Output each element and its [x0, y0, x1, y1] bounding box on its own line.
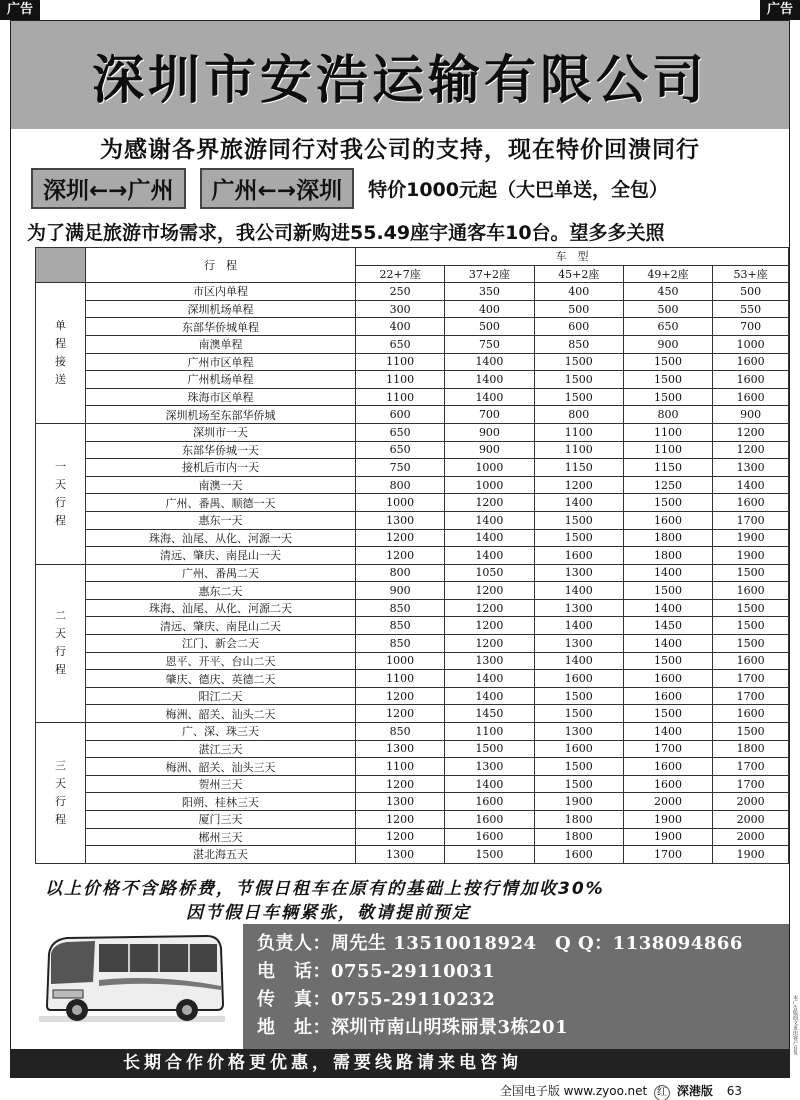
price-cell: 1100 [356, 758, 445, 776]
table-row [36, 476, 789, 494]
price-cell: 1000 [356, 652, 445, 670]
price-cell: 1200 [356, 687, 445, 705]
price-cell: 1700 [713, 775, 789, 793]
table-row [36, 687, 789, 705]
ad-tag-left: 广告 [0, 0, 40, 20]
price-cell: 1400 [534, 494, 623, 512]
table-row [36, 811, 789, 829]
category-cell [36, 564, 86, 722]
price-cell: 1200 [356, 775, 445, 793]
price-cell: 1500 [623, 353, 712, 371]
category-char: 三 [55, 758, 66, 772]
route-header: 行 程 [86, 248, 356, 283]
price-cell: 1400 [445, 670, 534, 688]
route-cell: 广州、番禺二天 [86, 564, 356, 582]
price-cell: 900 [445, 441, 534, 459]
price-cell: 1200 [713, 423, 789, 441]
phone-value: 0755-29110031 [331, 961, 496, 982]
price-cell: 1700 [713, 758, 789, 776]
holiday-note: 因节假日车辆紧张，敬请提前预定 [186, 903, 471, 923]
price-cell: 1400 [713, 476, 789, 494]
price-cell: 1500 [534, 758, 623, 776]
category-char: 行 [55, 495, 66, 509]
category-char: 二 [55, 609, 66, 623]
price-cell: 1150 [534, 459, 623, 477]
price-cell: 1500 [623, 705, 712, 723]
price-cell: 300 [356, 300, 445, 318]
price-cell: 650 [623, 318, 712, 336]
table-row [36, 705, 789, 723]
price-cell: 1300 [534, 564, 623, 582]
price-cell: 500 [623, 300, 712, 318]
table-row [36, 599, 789, 617]
price-cell: 1100 [445, 723, 534, 741]
table-row [36, 459, 789, 477]
price-cell: 850 [356, 635, 445, 653]
route-cell: 阳江二天 [86, 687, 356, 705]
route-cell: 清远、肇庆、南昆山二天 [86, 617, 356, 635]
table-row [36, 635, 789, 653]
price-cell: 650 [356, 335, 445, 353]
seat-type-header: 49+2座 [623, 265, 712, 283]
price-cell: 850 [356, 599, 445, 617]
route-cell: 广州市区单程 [86, 353, 356, 371]
table-row [36, 371, 789, 389]
price-cell: 1200 [534, 476, 623, 494]
price-cell: 1100 [356, 371, 445, 389]
price-cell: 1400 [534, 652, 623, 670]
phone-label: 电 话： [257, 961, 331, 982]
price-cell: 900 [713, 406, 789, 424]
category-cell [36, 723, 86, 864]
table-row [36, 617, 789, 635]
person-label: 负责人： [257, 933, 331, 954]
price-cell: 700 [445, 406, 534, 424]
price-cell: 1300 [356, 511, 445, 529]
route-cell: 东部华侨城一天 [86, 441, 356, 459]
route-cell: 深圳机场单程 [86, 300, 356, 318]
page-number: 63 [726, 1084, 742, 1098]
table-row [36, 723, 789, 741]
price-cell: 400 [445, 300, 534, 318]
route-cell: 梅洲、韶关、汕头三天 [86, 758, 356, 776]
fax-value: 0755-29110232 [331, 989, 496, 1010]
price-cell: 1500 [713, 564, 789, 582]
price-note: 以上价格不含路桥费，节假日租车在原有的基础上按行情加收30% [45, 879, 605, 899]
price-cell: 900 [356, 582, 445, 600]
table-row [36, 283, 789, 301]
category-char: 单 [55, 319, 66, 333]
price-cell: 1500 [623, 371, 712, 389]
price-cell: 850 [356, 723, 445, 741]
route-cell: 惠东一天 [86, 511, 356, 529]
price-cell: 1700 [623, 846, 712, 864]
bottom-slogan: 长期合作价格更优惠，需要线路请来电咨询 [11, 1049, 789, 1077]
price-cell: 1700 [713, 511, 789, 529]
company-banner [11, 21, 789, 129]
price-cell: 1200 [356, 828, 445, 846]
price-cell: 1400 [445, 353, 534, 371]
contact-phone [257, 958, 775, 986]
price-cell: 650 [356, 423, 445, 441]
vehicle-header: 车 型 [356, 248, 789, 266]
route-cell: 广州机场单程 [86, 371, 356, 389]
contact-panel [243, 924, 789, 1049]
header-blank [36, 248, 86, 283]
price-cell: 1600 [445, 793, 534, 811]
price-cell: 1600 [713, 371, 789, 389]
price-cell: 1800 [534, 811, 623, 829]
table-row [36, 758, 789, 776]
price-cell: 650 [356, 441, 445, 459]
thanks-headline: 为感谢各界旅游同行对我公司的支持，现在特价回溃同行 [100, 137, 700, 163]
price-cell: 1600 [713, 353, 789, 371]
price-cell: 1900 [534, 793, 623, 811]
price-cell: 1800 [713, 740, 789, 758]
price-cell: 1400 [623, 564, 712, 582]
route-cell: 贺州三天 [86, 775, 356, 793]
route-cell: 厦门三天 [86, 811, 356, 829]
table-row [36, 793, 789, 811]
price-cell: 1500 [623, 582, 712, 600]
price-cell: 1500 [623, 652, 712, 670]
price-cell: 1000 [713, 335, 789, 353]
new-bus-notice: 为了满足旅游市场需求，我公司新购进55.49座宇通客车10台。望多多关照 [27, 222, 665, 244]
table-row [36, 353, 789, 371]
table-row [36, 494, 789, 512]
table-row [36, 318, 789, 336]
side-credit: 本广告版面文责由客户自负 [792, 995, 798, 1055]
price-cell: 1500 [713, 599, 789, 617]
category-char: 送 [55, 373, 66, 387]
price-cell: 1500 [534, 371, 623, 389]
route-cell: 深圳机场至东部华侨城 [86, 406, 356, 424]
price-cell: 250 [356, 283, 445, 301]
price-cell: 1600 [713, 652, 789, 670]
price-cell: 500 [445, 318, 534, 336]
price-cell: 1400 [623, 599, 712, 617]
price-cell: 1600 [623, 670, 712, 688]
price-cell: 1600 [534, 846, 623, 864]
price-cell: 1600 [623, 758, 712, 776]
route-cell: 江门、新会二天 [86, 635, 356, 653]
price-cell: 1400 [623, 635, 712, 653]
price-cell: 1700 [713, 687, 789, 705]
price-cell: 900 [623, 335, 712, 353]
price-cell: 1500 [713, 723, 789, 741]
price-cell: 1600 [713, 388, 789, 406]
route-cell: 肇庆、德庆、英德二天 [86, 670, 356, 688]
price-cell: 1300 [356, 793, 445, 811]
bus-image [37, 924, 227, 1026]
price-cell: 1300 [713, 459, 789, 477]
person-value: 周先生 13510018924 Q Q：1138094866 [331, 933, 743, 954]
category-char: 程 [55, 812, 66, 826]
price-cell: 1300 [356, 740, 445, 758]
route-sz-gz: 深圳←→广州 [31, 168, 186, 209]
page-footer [500, 1082, 742, 1100]
price-cell: 1400 [445, 547, 534, 565]
price-cell: 1100 [623, 423, 712, 441]
price-cell: 1500 [534, 388, 623, 406]
price-cell: 1200 [445, 599, 534, 617]
price-cell: 1500 [534, 511, 623, 529]
price-cell: 1900 [623, 828, 712, 846]
footer-url[interactable]: www.zyoo.net [563, 1084, 648, 1098]
price-cell: 900 [445, 423, 534, 441]
contact-address [257, 1014, 775, 1042]
price-cell: 1300 [445, 758, 534, 776]
price-cell: 350 [445, 283, 534, 301]
price-cell: 1400 [445, 775, 534, 793]
price-cell: 1000 [356, 494, 445, 512]
price-cell: 1150 [623, 459, 712, 477]
table-row [36, 582, 789, 600]
route-cell: 接机后市内一天 [86, 459, 356, 477]
category-char: 天 [55, 627, 66, 641]
route-cell: 清远、肇庆、南昆山一天 [86, 547, 356, 565]
price-cell: 1450 [623, 617, 712, 635]
price-cell: 800 [623, 406, 712, 424]
route-cell: 珠海、汕尾、从化、河源一天 [86, 529, 356, 547]
price-cell: 1500 [534, 529, 623, 547]
price-cell: 1400 [445, 529, 534, 547]
price-cell: 800 [534, 406, 623, 424]
price-cell: 1800 [623, 529, 712, 547]
table-row [36, 670, 789, 688]
fax-label: 传 真： [257, 989, 331, 1010]
table-row [36, 511, 789, 529]
table-row [36, 388, 789, 406]
address-value: 深圳市南山明珠丽景3栋201 [331, 1017, 569, 1038]
price-cell: 1700 [713, 670, 789, 688]
price-cell: 1100 [534, 423, 623, 441]
price-cell: 1600 [534, 740, 623, 758]
price-cell: 2000 [713, 828, 789, 846]
price-cell: 1500 [623, 388, 712, 406]
seat-type-header: 22+7座 [356, 265, 445, 283]
category-char: 天 [55, 776, 66, 790]
route-cell: 南澳单程 [86, 335, 356, 353]
price-table [35, 247, 789, 864]
price-cell: 1500 [445, 846, 534, 864]
route-cell: 梅洲、韶关、汕头二天 [86, 705, 356, 723]
price-cell: 1400 [534, 582, 623, 600]
contact-fax [257, 986, 775, 1014]
route-gz-sz: 广州←→深圳 [200, 168, 355, 209]
price-cell: 1500 [534, 775, 623, 793]
route-cell: 南澳一天 [86, 476, 356, 494]
route-cell: 市区内单程 [86, 283, 356, 301]
table-row [36, 740, 789, 758]
price-cell: 1800 [623, 547, 712, 565]
price-cell: 600 [356, 406, 445, 424]
price-cell: 1600 [713, 582, 789, 600]
route-cell: 湛北海五天 [86, 846, 356, 864]
price-cell: 1600 [623, 775, 712, 793]
price-cell: 500 [534, 300, 623, 318]
table-row [36, 564, 789, 582]
price-cell: 1450 [445, 705, 534, 723]
price-cell: 1600 [623, 687, 712, 705]
price-cell: 1900 [623, 811, 712, 829]
footer-prefix: 全国电子版 [499, 1084, 560, 1098]
ad-tag-right: 广告 [760, 0, 800, 20]
category-cell [36, 283, 86, 424]
price-cell: 1200 [356, 705, 445, 723]
route-cell: 广州、番禺、顺德一天 [86, 494, 356, 512]
price-cell: 1100 [356, 353, 445, 371]
price-cell: 1300 [534, 599, 623, 617]
price-cell: 800 [356, 564, 445, 582]
route-cell: 珠海、汕尾、从化、河源二天 [86, 599, 356, 617]
price-cell: 1300 [356, 846, 445, 864]
address-label: 地 址： [257, 1017, 331, 1038]
table-row [36, 406, 789, 424]
route-cell: 湛江三天 [86, 740, 356, 758]
price-cell: 1200 [445, 582, 534, 600]
price-cell: 1000 [445, 459, 534, 477]
price-cell: 450 [623, 283, 712, 301]
price-cell: 1000 [445, 476, 534, 494]
price-cell: 800 [356, 476, 445, 494]
company-name: 深圳市安浩运输有限公司 [91, 50, 708, 111]
price-cell: 1200 [713, 441, 789, 459]
category-char: 天 [55, 477, 66, 491]
seat-type-header: 53+座 [713, 265, 789, 283]
price-cell: 2000 [713, 793, 789, 811]
price-body [36, 283, 789, 864]
price-cell: 1600 [623, 511, 712, 529]
price-cell: 400 [534, 283, 623, 301]
price-cell: 1100 [623, 441, 712, 459]
price-cell: 550 [713, 300, 789, 318]
price-cell: 750 [445, 335, 534, 353]
price-cell: 1400 [445, 687, 534, 705]
price-cell: 850 [356, 617, 445, 635]
price-cell: 2000 [623, 793, 712, 811]
price-cell: 1500 [534, 705, 623, 723]
price-cell: 1300 [534, 723, 623, 741]
price-cell: 1900 [713, 846, 789, 864]
seat-type-header: 37+2座 [445, 265, 534, 283]
price-cell: 1700 [623, 740, 712, 758]
table-row [36, 775, 789, 793]
price-cell: 1100 [356, 670, 445, 688]
table-row [36, 423, 789, 441]
route-cell: 恩平、开平、台山二天 [86, 652, 356, 670]
price-cell: 1200 [356, 529, 445, 547]
price-cell: 1200 [445, 617, 534, 635]
seat-type-header: 45+2座 [534, 265, 623, 283]
price-cell: 1200 [445, 635, 534, 653]
table-row [36, 846, 789, 864]
price-cell: 2000 [713, 811, 789, 829]
contact-person [257, 930, 775, 958]
price-cell: 1200 [356, 547, 445, 565]
route-cell: 东部华侨城单程 [86, 318, 356, 336]
category-char: 接 [55, 355, 66, 369]
price-cell: 1100 [534, 441, 623, 459]
price-cell: 850 [534, 335, 623, 353]
hong-badge-icon: 红 [654, 1085, 670, 1100]
footer-edition: 深港版 [676, 1084, 713, 1098]
table-row [36, 300, 789, 318]
price-cell: 1500 [623, 494, 712, 512]
route-cell: 郴州三天 [86, 828, 356, 846]
price-cell: 1400 [445, 511, 534, 529]
price-cell: 1400 [445, 371, 534, 389]
price-cell: 1300 [534, 635, 623, 653]
route-cell: 阳朔、桂林三天 [86, 793, 356, 811]
price-cell: 400 [356, 318, 445, 336]
price-cell: 1500 [534, 687, 623, 705]
price-cell: 1050 [445, 564, 534, 582]
category-char: 一 [55, 459, 66, 473]
table-row [36, 828, 789, 846]
price-cell: 1500 [534, 353, 623, 371]
price-cell: 1400 [623, 723, 712, 741]
price-cell: 1500 [445, 740, 534, 758]
price-cell: 750 [356, 459, 445, 477]
price-cell: 1200 [445, 494, 534, 512]
route-cell: 深圳市一天 [86, 423, 356, 441]
price-cell: 1800 [534, 828, 623, 846]
route-cell: 珠海市区单程 [86, 388, 356, 406]
ad-frame [10, 20, 790, 1078]
price-cell: 1400 [445, 388, 534, 406]
table-row [36, 529, 789, 547]
price-cell: 1250 [623, 476, 712, 494]
price-cell: 1200 [356, 811, 445, 829]
table-row [36, 652, 789, 670]
category-char: 行 [55, 645, 66, 659]
price-cell: 1900 [713, 529, 789, 547]
price-cell: 1300 [445, 652, 534, 670]
table-row [36, 441, 789, 459]
price-cell: 1600 [713, 705, 789, 723]
price-cell: 1600 [534, 547, 623, 565]
price-cell: 1100 [356, 388, 445, 406]
table-row [36, 335, 789, 353]
route-cell: 广、深、珠三天 [86, 723, 356, 741]
price-cell: 1600 [445, 811, 534, 829]
price-cell: 1500 [713, 635, 789, 653]
price-cell: 500 [713, 283, 789, 301]
price-cell: 600 [534, 318, 623, 336]
price-cell: 1600 [713, 494, 789, 512]
route-cell: 惠东二天 [86, 582, 356, 600]
category-char: 行 [55, 794, 66, 808]
category-char: 程 [55, 337, 66, 351]
price-cell: 1900 [713, 547, 789, 565]
category-char: 程 [55, 663, 66, 677]
route-promo [31, 169, 668, 207]
price-cell: 1500 [713, 617, 789, 635]
price-cell: 1600 [534, 670, 623, 688]
price-cell: 1600 [445, 828, 534, 846]
price-cell: 1400 [534, 617, 623, 635]
table-row [36, 547, 789, 565]
category-cell [36, 423, 86, 564]
promo-price: 特价1000元起（大巴单送，全包） [368, 178, 668, 201]
price-cell: 700 [713, 318, 789, 336]
category-char: 程 [55, 513, 66, 527]
